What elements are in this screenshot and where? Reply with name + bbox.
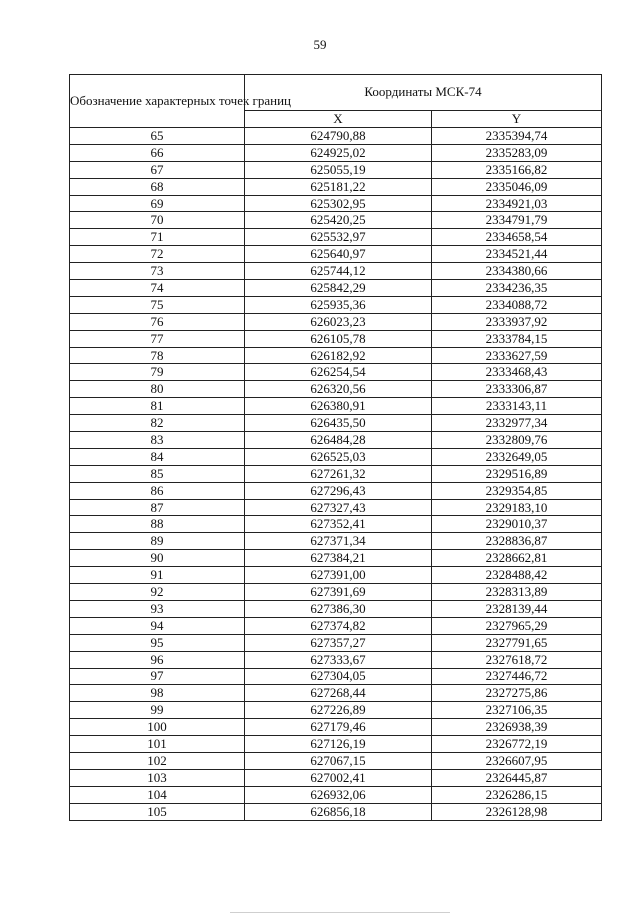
point-id-cell: 91 (70, 567, 245, 584)
x-coordinate-cell: 627304,05 (245, 668, 432, 685)
y-coordinate-cell: 2334088,72 (432, 296, 602, 313)
table-row (70, 229, 602, 246)
x-coordinate-cell: 624925,02 (245, 144, 432, 161)
point-id-cell: 94 (70, 617, 245, 634)
y-coordinate-cell: 2326938,39 (432, 719, 602, 736)
table-row (70, 432, 602, 449)
point-id-cell: 96 (70, 651, 245, 668)
point-id-cell: 86 (70, 482, 245, 499)
table-row (70, 212, 602, 229)
table-row (70, 668, 602, 685)
header-point-name: Обозначение характерных точек границ (70, 75, 245, 128)
y-coordinate-cell: 2335046,09 (432, 178, 602, 195)
y-coordinate-cell: 2327965,29 (432, 617, 602, 634)
y-coordinate-cell: 2333627,59 (432, 347, 602, 364)
table-row (70, 533, 602, 550)
point-id-cell: 79 (70, 364, 245, 381)
x-coordinate-cell: 626254,54 (245, 364, 432, 381)
x-coordinate-cell: 627226,89 (245, 702, 432, 719)
y-coordinate-cell: 2328313,89 (432, 584, 602, 601)
y-coordinate-cell: 2334921,03 (432, 195, 602, 212)
point-id-cell: 90 (70, 550, 245, 567)
y-coordinate-cell: 2333468,43 (432, 364, 602, 381)
x-coordinate-cell: 627327,43 (245, 499, 432, 516)
point-id-cell: 100 (70, 719, 245, 736)
y-coordinate-cell: 2327618,72 (432, 651, 602, 668)
x-coordinate-cell: 625302,95 (245, 195, 432, 212)
x-coordinate-cell: 626182,92 (245, 347, 432, 364)
y-coordinate-cell: 2333784,15 (432, 330, 602, 347)
y-coordinate-cell: 2334658,54 (432, 229, 602, 246)
table-header (70, 75, 602, 128)
x-coordinate-cell: 627386,30 (245, 600, 432, 617)
x-coordinate-cell: 627357,27 (245, 634, 432, 651)
point-id-cell: 95 (70, 634, 245, 651)
x-coordinate-cell: 626932,06 (245, 786, 432, 803)
y-coordinate-cell: 2326286,15 (432, 786, 602, 803)
table-row (70, 702, 602, 719)
x-coordinate-cell: 625842,29 (245, 280, 432, 297)
x-coordinate-cell: 625744,12 (245, 263, 432, 280)
point-id-cell: 105 (70, 803, 245, 820)
point-id-cell: 101 (70, 736, 245, 753)
point-id-cell: 78 (70, 347, 245, 364)
table-row (70, 550, 602, 567)
table-row (70, 617, 602, 634)
x-coordinate-cell: 627179,46 (245, 719, 432, 736)
y-coordinate-cell: 2334521,44 (432, 246, 602, 263)
table-row (70, 280, 602, 297)
y-coordinate-cell: 2328662,81 (432, 550, 602, 567)
table-row (70, 769, 602, 786)
point-id-cell: 68 (70, 178, 245, 195)
x-coordinate-cell: 627391,00 (245, 567, 432, 584)
y-coordinate-cell: 2333306,87 (432, 381, 602, 398)
y-coordinate-cell: 2326445,87 (432, 769, 602, 786)
y-coordinate-cell: 2334236,35 (432, 280, 602, 297)
table-body (70, 128, 602, 821)
y-coordinate-cell: 2333937,92 (432, 313, 602, 330)
y-coordinate-cell: 2329183,10 (432, 499, 602, 516)
table-row (70, 736, 602, 753)
point-id-cell: 89 (70, 533, 245, 550)
table-row (70, 567, 602, 584)
point-id-cell: 99 (70, 702, 245, 719)
y-coordinate-cell: 2334380,66 (432, 263, 602, 280)
y-coordinate-cell: 2332977,34 (432, 415, 602, 432)
y-coordinate-cell: 2329516,89 (432, 465, 602, 482)
point-id-cell: 98 (70, 685, 245, 702)
y-coordinate-cell: 2329010,37 (432, 516, 602, 533)
x-coordinate-cell: 626023,23 (245, 313, 432, 330)
y-coordinate-cell: 2328139,44 (432, 600, 602, 617)
table-row (70, 584, 602, 601)
point-id-cell: 69 (70, 195, 245, 212)
table-row (70, 499, 602, 516)
x-coordinate-cell: 626320,56 (245, 381, 432, 398)
y-coordinate-cell: 2328488,42 (432, 567, 602, 584)
table-row (70, 313, 602, 330)
y-coordinate-cell: 2333143,11 (432, 398, 602, 415)
x-coordinate-cell: 624790,88 (245, 128, 432, 145)
point-id-cell: 67 (70, 161, 245, 178)
table-row (70, 381, 602, 398)
table-row (70, 685, 602, 702)
page-number: 59 (313, 37, 327, 52)
x-coordinate-cell: 626380,91 (245, 398, 432, 415)
y-coordinate-cell: 2332809,76 (432, 432, 602, 449)
y-coordinate-cell: 2335394,74 (432, 128, 602, 145)
y-coordinate-cell: 2327791,65 (432, 634, 602, 651)
point-id-cell: 84 (70, 448, 245, 465)
table-row (70, 330, 602, 347)
table-row (70, 482, 602, 499)
x-coordinate-cell: 625420,25 (245, 212, 432, 229)
x-coordinate-cell: 627268,44 (245, 685, 432, 702)
x-coordinate-cell: 627384,21 (245, 550, 432, 567)
y-coordinate-cell: 2335166,82 (432, 161, 602, 178)
table-row (70, 465, 602, 482)
y-coordinate-cell: 2327106,35 (432, 702, 602, 719)
x-coordinate-cell: 626435,50 (245, 415, 432, 432)
point-id-cell: 88 (70, 516, 245, 533)
table-row (70, 364, 602, 381)
table-row (70, 246, 602, 263)
header-x: X (245, 110, 432, 127)
x-coordinate-cell: 627261,32 (245, 465, 432, 482)
point-id-cell: 72 (70, 246, 245, 263)
table-row (70, 448, 602, 465)
table-row (70, 600, 602, 617)
point-id-cell: 97 (70, 668, 245, 685)
x-coordinate-cell: 627067,15 (245, 752, 432, 769)
table-row (70, 128, 602, 145)
table-row (70, 398, 602, 415)
bottom-edge-line (230, 912, 450, 913)
table-row (70, 415, 602, 432)
header-coordinate-system: Координаты МСК-74 (245, 75, 602, 111)
y-coordinate-cell: 2329354,85 (432, 482, 602, 499)
coordinates-table (69, 74, 602, 821)
table-row (70, 347, 602, 364)
point-id-cell: 92 (70, 584, 245, 601)
x-coordinate-cell: 627391,69 (245, 584, 432, 601)
x-coordinate-cell: 625935,36 (245, 296, 432, 313)
point-id-cell: 103 (70, 769, 245, 786)
point-id-cell: 81 (70, 398, 245, 415)
x-coordinate-cell: 627371,34 (245, 533, 432, 550)
point-id-cell: 77 (70, 330, 245, 347)
table-row (70, 752, 602, 769)
table-row (70, 178, 602, 195)
x-coordinate-cell: 626525,03 (245, 448, 432, 465)
y-coordinate-cell: 2326128,98 (432, 803, 602, 820)
x-coordinate-cell: 627352,41 (245, 516, 432, 533)
table-row (70, 634, 602, 651)
table-row (70, 719, 602, 736)
y-coordinate-cell: 2334791,79 (432, 212, 602, 229)
x-coordinate-cell: 625640,97 (245, 246, 432, 263)
point-id-cell: 75 (70, 296, 245, 313)
table-row (70, 296, 602, 313)
point-id-cell: 76 (70, 313, 245, 330)
point-id-cell: 73 (70, 263, 245, 280)
point-id-cell: 85 (70, 465, 245, 482)
x-coordinate-cell: 627333,67 (245, 651, 432, 668)
point-id-cell: 87 (70, 499, 245, 516)
x-coordinate-cell: 625181,22 (245, 178, 432, 195)
y-coordinate-cell: 2327275,86 (432, 685, 602, 702)
y-coordinate-cell: 2327446,72 (432, 668, 602, 685)
table-row (70, 786, 602, 803)
x-coordinate-cell: 626856,18 (245, 803, 432, 820)
point-id-cell: 82 (70, 415, 245, 432)
point-id-cell: 93 (70, 600, 245, 617)
table-row (70, 144, 602, 161)
table-row (70, 651, 602, 668)
x-coordinate-cell: 627374,82 (245, 617, 432, 634)
table-row (70, 516, 602, 533)
point-id-cell: 80 (70, 381, 245, 398)
y-coordinate-cell: 2335283,09 (432, 144, 602, 161)
point-id-cell: 83 (70, 432, 245, 449)
point-id-cell: 65 (70, 128, 245, 145)
point-id-cell: 102 (70, 752, 245, 769)
table-row (70, 195, 602, 212)
table-row (70, 803, 602, 820)
y-coordinate-cell: 2326607,95 (432, 752, 602, 769)
x-coordinate-cell: 625055,19 (245, 161, 432, 178)
point-id-cell: 66 (70, 144, 245, 161)
point-id-cell: 74 (70, 280, 245, 297)
y-coordinate-cell: 2326772,19 (432, 736, 602, 753)
y-coordinate-cell: 2328836,87 (432, 533, 602, 550)
point-id-cell: 104 (70, 786, 245, 803)
x-coordinate-cell: 627296,43 (245, 482, 432, 499)
x-coordinate-cell: 627126,19 (245, 736, 432, 753)
point-id-cell: 71 (70, 229, 245, 246)
table-row (70, 161, 602, 178)
x-coordinate-cell: 626105,78 (245, 330, 432, 347)
x-coordinate-cell: 626484,28 (245, 432, 432, 449)
y-coordinate-cell: 2332649,05 (432, 448, 602, 465)
x-coordinate-cell: 625532,97 (245, 229, 432, 246)
table-row (70, 263, 602, 280)
point-id-cell: 70 (70, 212, 245, 229)
header-y: Y (432, 110, 602, 127)
x-coordinate-cell: 627002,41 (245, 769, 432, 786)
